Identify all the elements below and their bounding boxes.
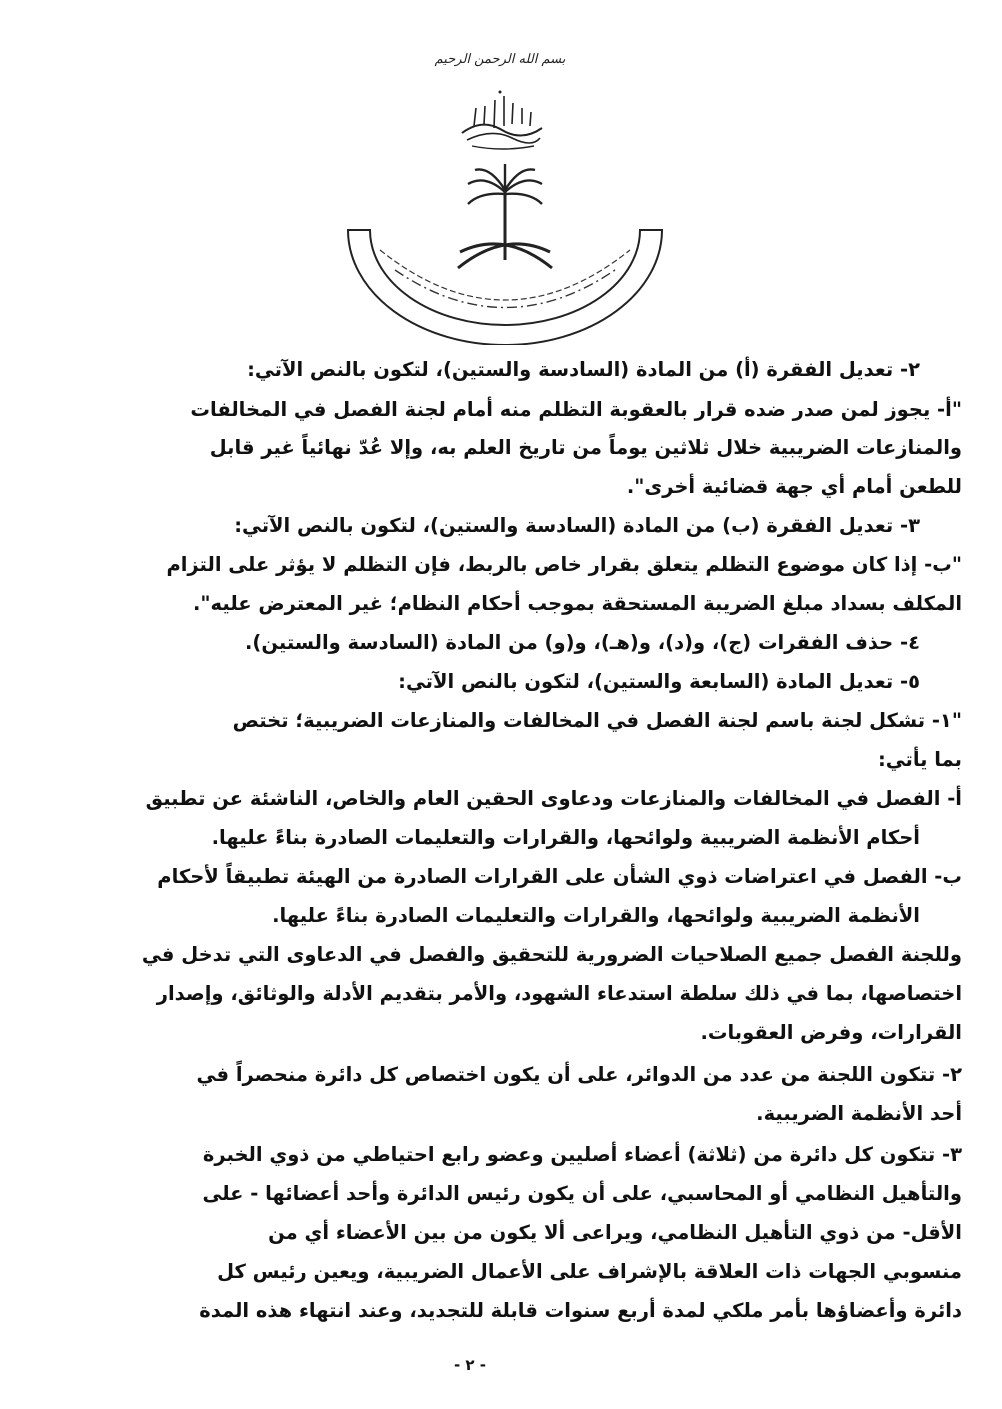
text-line: "أ- يجوز لمن صدر ضده قرار بالعقوبة التظلم منه أمام لجنة الفصل في المخالفات bbox=[190, 398, 962, 421]
text-line: ٣- تتكون كل دائرة من (ثلاثة) أعضاء أصليين وعضو رابع احتياطي من ذوي الخبرة bbox=[202, 1143, 962, 1166]
text-line: ٤- حذف الفقرات (ج)، و(د)، و(هـ)، و(و) من المادة (السادسة والستين). bbox=[245, 631, 920, 654]
text-line: الأنظمة الضريبية ولوائحها، والقرارات والتعليمات الصادرة بناءً عليها. bbox=[272, 904, 920, 927]
text-line: والتأهيل النظامي أو المحاسبي، على أن يكون رئيس الدائرة وأحد أعضائها - على bbox=[202, 1182, 962, 1205]
text-line: وللجنة الفصل جميع الصلاحيات الضرورية للتحقيق والفصل في الدعاوى التي تدخل في bbox=[141, 943, 962, 966]
shahada-calligraphy-logo bbox=[452, 88, 552, 158]
text-line: الأقل- من ذوي التأهيل النظامي، ويراعى ألا يكون من بين الأعضاء أي من bbox=[268, 1221, 962, 1244]
text-line: ٢- تتكون اللجنة من عدد من الدوائر، على أن يكون اختصاص كل دائرة منحصراً في bbox=[196, 1063, 962, 1086]
punch-hole-mark bbox=[934, 880, 964, 910]
text-line: ب- الفصل في اعتراضات ذوي الشأن على القرارات الصادرة من الهيئة تطبيقاً لأحكام bbox=[157, 865, 962, 888]
text-line: ٥- تعديل المادة (السابعة والستين)، لتكون بالنص الآتي: bbox=[398, 670, 920, 693]
text-line: منسوبي الجهات ذات العلاقة بالإشراف على الأعمال الضريبية، ويعين رئيس كل bbox=[217, 1260, 962, 1283]
text-line: بما يأتي: bbox=[878, 748, 962, 771]
punch-hole-mark bbox=[934, 500, 964, 530]
text-line: القرارات، وفرض العقوبات. bbox=[700, 1021, 962, 1044]
text-line: أ- الفصل في المخالفات والمنازعات ودعاوى الحقين العام والخاص، الناشئة عن تطبيق bbox=[145, 787, 962, 810]
text-line: اختصاصها، بما في ذلك سلطة استدعاء الشهود، والأمر بتقديم الأدلة والوثائق، وإصدار bbox=[156, 982, 962, 1005]
basmala-calligraphy: بسم الله الرحمن الرحيم bbox=[434, 52, 566, 67]
text-line: "١- تشكل لجنة باسم لجنة الفصل في المخالفات والمنازعات الضريبية؛ تختص bbox=[232, 709, 962, 732]
text-line: دائرة وأعضاؤها بأمر ملكي لمدة أربع سنوات قابلة للتجديد، وعند انتهاء هذه المدة bbox=[199, 1299, 962, 1322]
text-line: أحكام الأنظمة الضريبية ولوائحها، والقرارات والتعليمات الصادرة بناءً عليها. bbox=[211, 826, 920, 849]
text-line: ٣- تعديل الفقرة (ب) من المادة (السادسة والستين)، لتكون بالنص الآتي: bbox=[234, 514, 920, 537]
text-line: ٢- تعديل الفقرة (أ) من المادة (السادسة والستين)، لتكون بالنص الآتي: bbox=[247, 358, 920, 381]
text-line: للطعن أمام أي جهة قضائية أخرى". bbox=[626, 475, 962, 498]
text-line: والمنازعات الضريبية خلال ثلاثين يوماً من تاريخ العلم به، وإلا عُدّ نهائياً غير قابل bbox=[209, 436, 962, 459]
text-line: "ب- إذا كان موضوع التظلم يتعلق بقرار خاص بالربط، فإن التظلم لا يؤثر على التزام bbox=[166, 553, 962, 576]
saudi-emblem-logo bbox=[340, 160, 670, 345]
text-line: أحد الأنظمة الضريبية. bbox=[756, 1102, 962, 1125]
text-line: المكلف بسداد مبلغ الضريبة المستحقة بموجب أحكام النظام؛ غير المعترض عليه". bbox=[192, 592, 962, 615]
page-number: - ٢ - bbox=[453, 1356, 487, 1374]
